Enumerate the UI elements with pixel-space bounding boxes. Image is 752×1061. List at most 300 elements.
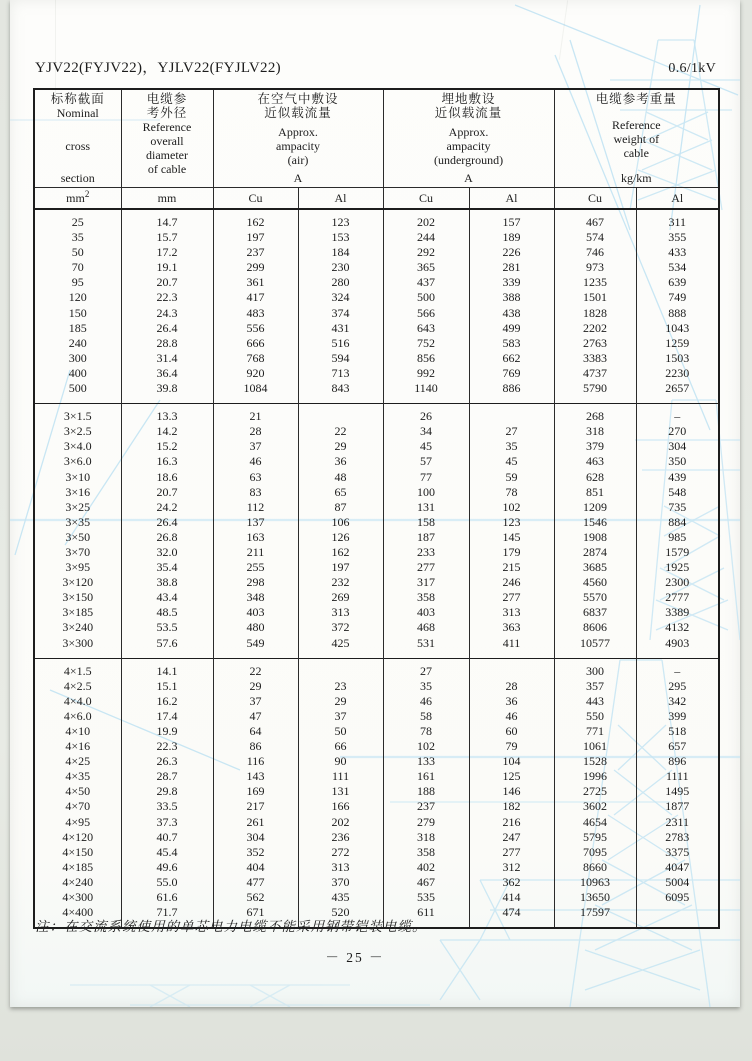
table-cell: 35 [383, 679, 469, 694]
header-ampacity-air [213, 89, 383, 188]
table-cell: 60 [469, 724, 554, 739]
table-cell: 211 [213, 545, 298, 560]
table-cell: 556 [213, 321, 298, 336]
table-row [34, 209, 719, 230]
table-cell: 1579 [636, 545, 719, 560]
table-cell: 125 [469, 769, 554, 784]
subheader-cu: Cu [554, 188, 636, 210]
subheader-al: Al [636, 188, 719, 210]
header-label: 电缆参考重量 [595, 92, 677, 106]
header-label: ampacity [276, 138, 320, 153]
table-cell: 106 [298, 515, 383, 530]
table-cell: 896 [636, 754, 719, 769]
subheader-cu: Cu [213, 188, 298, 210]
table-cell: 439 [636, 470, 719, 485]
table-cell: 299 [213, 260, 298, 275]
footnote: 注：在交流系统使用的单芯电力电缆不能采用钢带铠装电缆。 [35, 919, 427, 934]
table-cell: 4×2.5 [34, 679, 121, 694]
subheader-al: Al [469, 188, 554, 210]
table-cell: 666 [213, 336, 298, 351]
table-cell [636, 905, 719, 928]
table-cell: 4×95 [34, 815, 121, 830]
header-label: (underground) [433, 152, 504, 167]
table-cell: 318 [383, 830, 469, 845]
table-cell: 417 [213, 290, 298, 305]
voltage-rating: 0.6/1kV [668, 61, 716, 76]
table-cell: 295 [636, 679, 719, 694]
table-cell: 372 [298, 620, 383, 635]
table-row [34, 830, 719, 845]
table-cell [469, 404, 554, 425]
table-units-row [34, 188, 719, 210]
table-cell: 342 [636, 694, 719, 709]
table-cell: 217 [213, 799, 298, 814]
table-cell: 16.2 [121, 694, 213, 709]
table-cell: 3×16 [34, 485, 121, 500]
table-cell: 2300 [636, 575, 719, 590]
table-cell: 123 [298, 209, 383, 230]
table-cell: 4×300 [34, 890, 121, 905]
table-cell: 8606 [554, 620, 636, 635]
table-cell: 365 [383, 260, 469, 275]
table-cell: 131 [383, 500, 469, 515]
table-cell: 1235 [554, 275, 636, 290]
header-label: 在空气中敷设 [257, 92, 339, 106]
table-cell: 47 [213, 709, 298, 724]
table-cell: 3×70 [34, 545, 121, 560]
table-cell: 4×16 [34, 739, 121, 754]
table-cell: 153 [298, 230, 383, 245]
table-cell: 37 [298, 709, 383, 724]
table-cell: 66 [298, 739, 383, 754]
table-cell: 379 [554, 439, 636, 454]
table-cell: 713 [298, 366, 383, 381]
table-cell: 28.7 [121, 769, 213, 784]
table-cell: 500 [34, 381, 121, 404]
table-cell: 43.4 [121, 590, 213, 605]
header-label: Approx. [448, 124, 489, 139]
table-cell: 292 [383, 245, 469, 260]
table-cell: 29.8 [121, 784, 213, 799]
table-row [34, 306, 719, 321]
table-cell: 36 [298, 454, 383, 469]
table-cell: 480 [213, 620, 298, 635]
table-cell: 20.7 [121, 485, 213, 500]
table-cell: 363 [469, 620, 554, 635]
table-cell: 518 [636, 724, 719, 739]
table-cell: 4654 [554, 815, 636, 830]
table-cell: 3×10 [34, 470, 121, 485]
table-cell: 2725 [554, 784, 636, 799]
table-cell: 277 [469, 845, 554, 860]
table-cell: 19.9 [121, 724, 213, 739]
table-cell: 411 [469, 636, 554, 659]
three-core-block [34, 404, 719, 659]
table-cell: 189 [469, 230, 554, 245]
header-label: 电缆参 [146, 92, 188, 106]
table-cell: 4047 [636, 860, 719, 875]
table-cell: 247 [469, 830, 554, 845]
table-cell: – [636, 404, 719, 425]
table-cell: 304 [213, 830, 298, 845]
table-cell: 270 [636, 424, 719, 439]
table-cell: 137 [213, 515, 298, 530]
table-cell: 403 [213, 605, 298, 620]
table-cell: 5790 [554, 381, 636, 404]
table-cell: 240 [34, 336, 121, 351]
table-cell: 355 [636, 230, 719, 245]
cable-type-codes: YJV22(FYJV22)，YJLV22(FYJLV22) [35, 60, 281, 76]
table-cell: 313 [298, 605, 383, 620]
table-cell: 182 [469, 799, 554, 814]
table-cell: 22 [213, 658, 298, 679]
table-cell: 735 [636, 500, 719, 515]
table-cell: 40.7 [121, 830, 213, 845]
table-row [34, 290, 719, 305]
table-cell: 1495 [636, 784, 719, 799]
table-cell: 534 [636, 260, 719, 275]
table-cell: 78 [469, 485, 554, 500]
table-cell: 15.2 [121, 439, 213, 454]
table-cell: 38.8 [121, 575, 213, 590]
table-cell: 116 [213, 754, 298, 769]
table-row [34, 590, 719, 605]
table-cell: 26.4 [121, 321, 213, 336]
table-cell: 2657 [636, 381, 719, 404]
table-cell: 562 [213, 890, 298, 905]
table-cell: 78 [383, 724, 469, 739]
table-cell: 17.4 [121, 709, 213, 724]
table-cell: 574 [554, 230, 636, 245]
header-nominal-section [34, 89, 121, 188]
table-cell: 298 [213, 575, 298, 590]
table-cell: 281 [469, 260, 554, 275]
table-cell: 277 [383, 560, 469, 575]
table-cell: 268 [554, 404, 636, 425]
unit-mm2: $mm^2$ [34, 188, 121, 210]
table-cell: 352 [213, 845, 298, 860]
table-cell: 100 [383, 485, 469, 500]
table-row [34, 530, 719, 545]
table-cell: 279 [383, 815, 469, 830]
header-label: Reference [142, 120, 192, 134]
table-cell: 1209 [554, 500, 636, 515]
table-cell: 233 [383, 545, 469, 560]
table-cell: 8660 [554, 860, 636, 875]
table-cell: 474 [469, 905, 554, 928]
table-cell: 992 [383, 366, 469, 381]
table-cell: 888 [636, 306, 719, 321]
table-cell: 104 [469, 754, 554, 769]
table-cell: 4×70 [34, 799, 121, 814]
table-cell: 1828 [554, 306, 636, 321]
table-row [34, 679, 719, 694]
table-cell: 33.5 [121, 799, 213, 814]
table-cell: 549 [213, 636, 298, 659]
table-cell: 657 [636, 739, 719, 754]
table-row [34, 845, 719, 860]
table-cell: 348 [213, 590, 298, 605]
table-cell: 425 [298, 636, 383, 659]
table-cell: 26.4 [121, 515, 213, 530]
table-cell: 4×185 [34, 860, 121, 875]
table-cell: 57.6 [121, 636, 213, 659]
table-cell: 36.4 [121, 366, 213, 381]
table-cell: 300 [34, 351, 121, 366]
table-row [34, 366, 719, 381]
table-cell: 29 [213, 679, 298, 694]
table-cell: 3389 [636, 605, 719, 620]
table-cell: 483 [213, 306, 298, 321]
table-row [34, 515, 719, 530]
table-cell: 370 [298, 875, 383, 890]
table-cell: 237 [383, 799, 469, 814]
table-row [34, 336, 719, 351]
table-cell: 437 [383, 275, 469, 290]
table-cell: 973 [554, 260, 636, 275]
table-row [34, 620, 719, 635]
table-cell: 65 [298, 485, 383, 500]
table-cell: 272 [298, 845, 383, 860]
table-cell: 3×50 [34, 530, 121, 545]
table-cell: 431 [298, 321, 383, 336]
table-cell: 90 [298, 754, 383, 769]
table-cell: 304 [636, 439, 719, 454]
table-cell: 4×6.0 [34, 709, 121, 724]
table-row [34, 575, 719, 590]
table-cell: 39.8 [121, 381, 213, 404]
table-cell: 166 [298, 799, 383, 814]
table-cell: 516 [298, 336, 383, 351]
table-row [34, 275, 719, 290]
table-cell: 169 [213, 784, 298, 799]
table-cell: 28 [469, 679, 554, 694]
table-cell: 71.7 [121, 905, 213, 928]
table-cell: 499 [469, 321, 554, 336]
table-cell: 4132 [636, 620, 719, 635]
table-cell: 7095 [554, 845, 636, 860]
header-label: 考外径 [146, 106, 188, 120]
table-cell [469, 658, 554, 679]
table-cell: 123 [469, 515, 554, 530]
table-cell [298, 404, 383, 425]
scanned-page [10, 0, 740, 1007]
table-cell: 550 [554, 709, 636, 724]
table-cell: 361 [213, 275, 298, 290]
table-cell: 3×240 [34, 620, 121, 635]
table-cell: 1111 [636, 769, 719, 784]
table-cell: 112 [213, 500, 298, 515]
table-cell: 184 [298, 245, 383, 260]
table-cell: 162 [298, 545, 383, 560]
table-cell: 179 [469, 545, 554, 560]
table-cell: 163 [213, 530, 298, 545]
table-cell: 3×1.5 [34, 404, 121, 425]
table-cell: 312 [469, 860, 554, 875]
table-cell: 313 [469, 605, 554, 620]
table-cell: 50 [298, 724, 383, 739]
table-cell: 126 [298, 530, 383, 545]
table-cell: 26 [383, 404, 469, 425]
header-label: 埋地敷设 [441, 92, 496, 106]
table-row [34, 260, 719, 275]
table-cell: 477 [213, 875, 298, 890]
table-cell: 403 [383, 605, 469, 620]
table-cell: 468 [383, 620, 469, 635]
table-cell: 18.6 [121, 470, 213, 485]
header-label: cable [623, 145, 649, 160]
table-cell: 594 [298, 351, 383, 366]
table-cell: 3×2.5 [34, 424, 121, 439]
table-row [34, 875, 719, 890]
table-cell: 548 [636, 485, 719, 500]
table-cell: 5795 [554, 830, 636, 845]
table-cell: 2311 [636, 815, 719, 830]
table-cell: 2777 [636, 590, 719, 605]
table-row [34, 230, 719, 245]
table-cell: 64 [213, 724, 298, 739]
table-cell: 58 [383, 709, 469, 724]
unit-label: A [293, 171, 303, 185]
table-cell: 746 [554, 245, 636, 260]
table-cell: 4560 [554, 575, 636, 590]
table-cell: 4903 [636, 636, 719, 659]
table-cell: 438 [469, 306, 554, 321]
table-cell: 628 [554, 470, 636, 485]
table-cell: 3×95 [34, 560, 121, 575]
table-cell: 70 [34, 260, 121, 275]
table-row [34, 860, 719, 875]
table-row [34, 658, 719, 679]
table-cell: 16.3 [121, 454, 213, 469]
table-cell: 10577 [554, 636, 636, 659]
table-cell: 843 [298, 381, 383, 404]
page-number: － 25 － [325, 950, 385, 965]
table-row [34, 724, 719, 739]
table-cell: 6095 [636, 890, 719, 905]
table-cell: 157 [469, 209, 554, 230]
table-cell: 280 [298, 275, 383, 290]
header-label: weight of [613, 131, 660, 146]
table-cell: 1501 [554, 290, 636, 305]
table-cell: 45 [469, 454, 554, 469]
table-cell: 86 [213, 739, 298, 754]
table-cell: 1925 [636, 560, 719, 575]
unit-label: kg/km [620, 171, 652, 185]
table-cell: 4×35 [34, 769, 121, 784]
table-cell: 216 [469, 815, 554, 830]
table-cell: 639 [636, 275, 719, 290]
table-cell: 771 [554, 724, 636, 739]
table-cell: 28.8 [121, 336, 213, 351]
table-row [34, 605, 719, 620]
table-cell: 2763 [554, 336, 636, 351]
header-label: cross [65, 138, 91, 153]
table-cell: 400 [34, 366, 121, 381]
table-cell: 83 [213, 485, 298, 500]
table-cell [298, 658, 383, 679]
table-cell: 158 [383, 515, 469, 530]
table-cell: 24.3 [121, 306, 213, 321]
table-cell: 32.0 [121, 545, 213, 560]
table-cell: 4×400 [34, 905, 121, 928]
header-cable-weight [554, 89, 719, 188]
table-cell: 46 [213, 454, 298, 469]
table-cell: 749 [636, 290, 719, 305]
table-cell: 48.5 [121, 605, 213, 620]
table-cell: 520 [298, 905, 383, 928]
table-cell: 1043 [636, 321, 719, 336]
table-cell: 3×25 [34, 500, 121, 515]
table-cell: 50 [34, 245, 121, 260]
table-cell: 146 [469, 784, 554, 799]
table-cell: 133 [383, 754, 469, 769]
table-cell: 535 [383, 890, 469, 905]
table-cell: 230 [298, 260, 383, 275]
table-cell: 61.6 [121, 890, 213, 905]
table-cell: 1061 [554, 739, 636, 754]
header-label: Nominal [56, 106, 99, 120]
table-cell: 102 [469, 500, 554, 515]
table-cell: 35 [34, 230, 121, 245]
table-cell: 37 [213, 694, 298, 709]
table-cell: 313 [298, 860, 383, 875]
table-cell: 15.1 [121, 679, 213, 694]
table-cell: 374 [298, 306, 383, 321]
table-cell: 4×1.5 [34, 658, 121, 679]
table-row [34, 754, 719, 769]
table-cell: 851 [554, 485, 636, 500]
table-cell: 399 [636, 709, 719, 724]
document-header [35, 56, 716, 77]
table-row [34, 404, 719, 425]
table-cell: 35 [469, 439, 554, 454]
table-cell: 120 [34, 290, 121, 305]
table-cell: 255 [213, 560, 298, 575]
table-cell: 467 [554, 209, 636, 230]
table-cell: 985 [636, 530, 719, 545]
table-cell: 4×4.0 [34, 694, 121, 709]
table-cell: 261 [213, 815, 298, 830]
table-cell: 443 [554, 694, 636, 709]
table-cell: 22 [298, 424, 383, 439]
table-cell: 37 [213, 439, 298, 454]
table-cell: 46 [383, 694, 469, 709]
table-row [34, 545, 719, 560]
table-cell: 920 [213, 366, 298, 381]
subheader-cu: Cu [383, 188, 469, 210]
table-cell: 2230 [636, 366, 719, 381]
table-cell: 4×240 [34, 875, 121, 890]
table-cell: 769 [469, 366, 554, 381]
single-core-block [34, 209, 719, 404]
table-cell: 414 [469, 890, 554, 905]
table-cell: 145 [469, 530, 554, 545]
table-cell: 246 [469, 575, 554, 590]
table-cell: 22.3 [121, 290, 213, 305]
table-cell: 768 [213, 351, 298, 366]
table-cell: 404 [213, 860, 298, 875]
table-row [34, 485, 719, 500]
table-cell: 13650 [554, 890, 636, 905]
table-cell: 311 [636, 209, 719, 230]
table-cell: 1084 [213, 381, 298, 404]
table-cell: 1908 [554, 530, 636, 545]
table-cell: 3×35 [34, 515, 121, 530]
table-row [34, 815, 719, 830]
table-cell: 884 [636, 515, 719, 530]
table-cell: 3×150 [34, 590, 121, 605]
